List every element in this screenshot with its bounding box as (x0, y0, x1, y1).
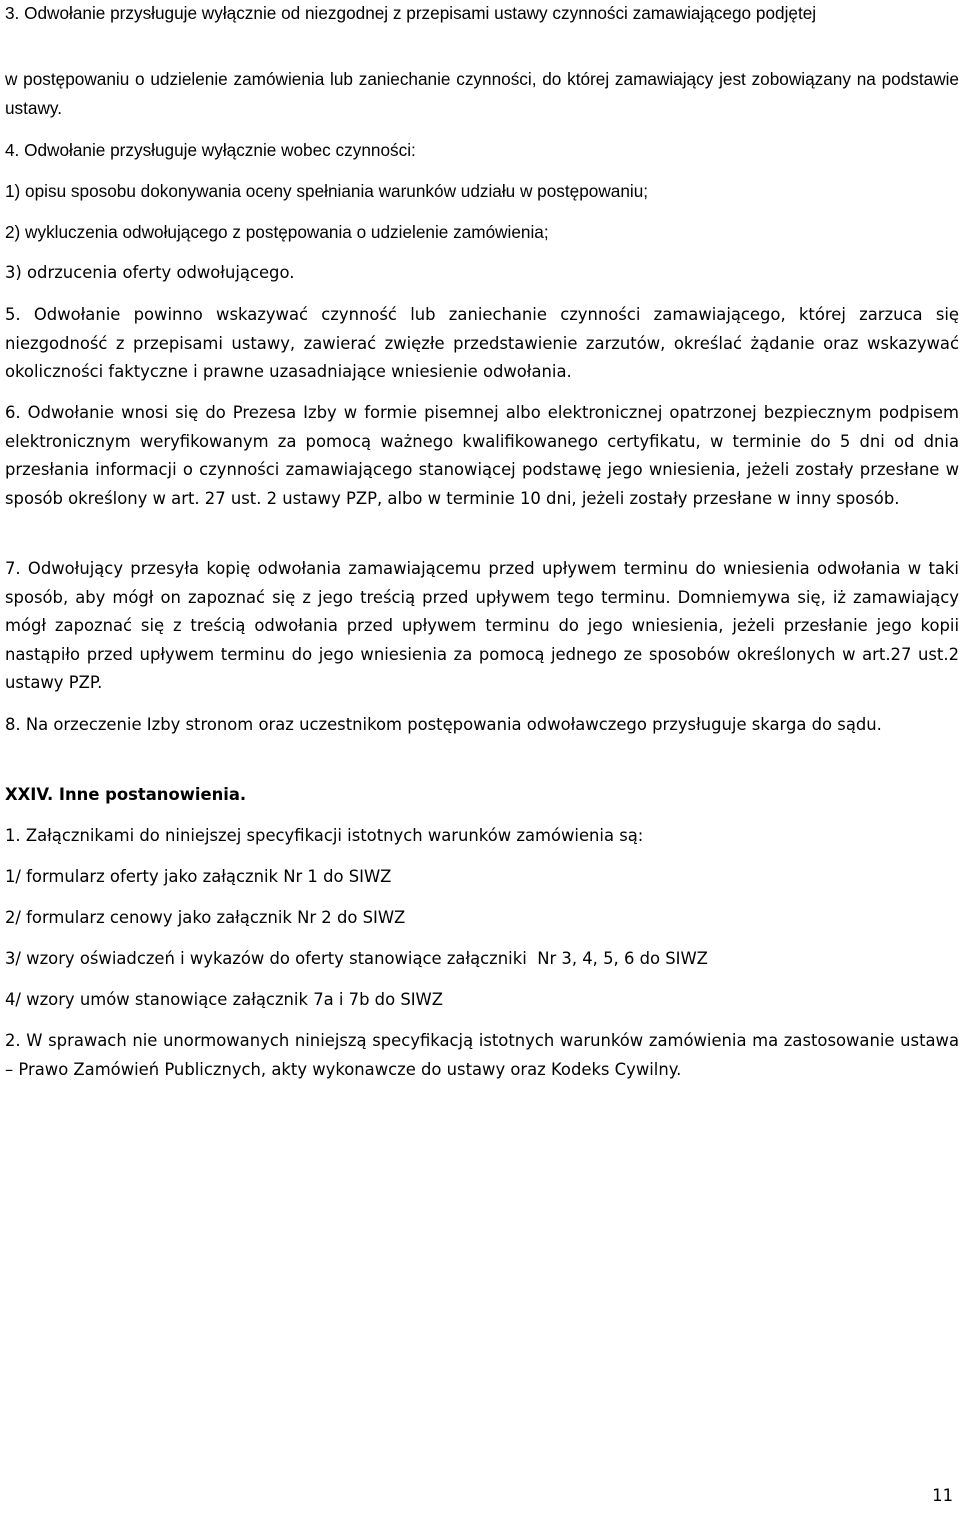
paragraph-4-item-2: 2) wykluczenia odwołującego z postępowania o udzielenie zamówienia; (5, 222, 549, 242)
paragraph-5: 5. Odwołanie powinno wskazywać czynność lub zaniechanie czynności zamawiającego, której zarzuca się niezgodność z przepisami ustawy, zawierać zwięzłe przedstawienie zarzutów, określać żądanie oraz wskazywać okoliczności faktyczne i prawne uzasadniające wniesienie odwołania. (5, 305, 959, 381)
page-number: 11 (932, 1486, 953, 1505)
attachments-intro: 1. Załącznikami do niniejszej specyfikacji istotnych warunków zamówienia są: (5, 826, 644, 845)
paragraph-8: 8. Na orzeczenie Izby stronom oraz uczestnikom postępowania odwoławczego przysługuje skarga do sądu. (5, 715, 882, 734)
section-heading: XXIV. Inne postanowienia. (5, 785, 247, 804)
paragraph-3-line-1: 3. Odwołanie przysługuje wyłącznie od niezgodnej z przepisami ustawy czynności zamawiającego podjętej (5, 3, 817, 23)
attachment-item-3: 3/ wzory oświadczeń i wykazów do oferty stanowiące załączniki Nr 3, 4, 5, 6 do SIWZ (5, 949, 708, 968)
paragraph-3-line-2: w postępowaniu o udzielenie zamówienia lub zaniechanie czynności, do której zamawiający jest zobowiązany na podstawie ustawy. (5, 69, 959, 118)
final-paragraph: 2. W sprawach nie unormowanych niniejszą specyfikacją istotnych warunków zamówienia ma zastosowanie ustawa – Prawo Zamówień Publicznych, akty wykonawcze do ustawy oraz Kodeks Cywilny. (5, 1031, 959, 1079)
attachment-item-1: 1/ formularz oferty jako załącznik Nr 1 do SIWZ (5, 867, 392, 886)
paragraph-4-item-1: 1) opisu sposobu dokonywania oceny spełniania warunków udziału w postępowaniu; (5, 181, 649, 201)
paragraph-7: 7. Odwołujący przesyła kopię odwołania zamawiającemu przed upływem terminu do wniesienia odwołania w taki sposób, aby mógł on zapoznać się z jego treścią przed upływem tego terminu. Domniemywa się, iż zamawiający mógł zapoznać się z treścią odwołania przed upływem terminu do jego wniesienia, jeżeli przesłanie jego kopii nastąpiło przed upływem terminu do jego wniesienia za pomocą jednego ze sposobów określonych w art.27 ust.2 ustawy PZP. (5, 559, 959, 692)
attachment-item-4: 4/ wzory umów stanowiące załącznik 7a i 7b do SIWZ (5, 990, 443, 1009)
attachment-item-2: 2/ formularz cenowy jako załącznik Nr 2 do SIWZ (5, 908, 406, 927)
paragraph-4-item-3: 3) odrzucenia oferty odwołującego. (5, 263, 295, 282)
paragraph-6: 6. Odwołanie wnosi się do Prezesa Izby w formie pisemnej albo elektronicznej opatrzonej bezpiecznym podpisem elektronicznym weryfikowanym za pomocą ważnego kwalifikowanego certyfikatu, w terminie do 5 dni od dnia przesłania informacji o czynności zamawiającego stanowiącej podstawę jego wniesienia, jeżeli zostały przesłane w sposób określony w art. 27 ust. 2 ustawy PZP, albo w terminie 10 dni, jeżeli zostały przesłane w inny sposób. (5, 403, 959, 508)
paragraph-4-intro: 4. Odwołanie przysługuje wyłącznie wobec czynności: (5, 140, 416, 160)
